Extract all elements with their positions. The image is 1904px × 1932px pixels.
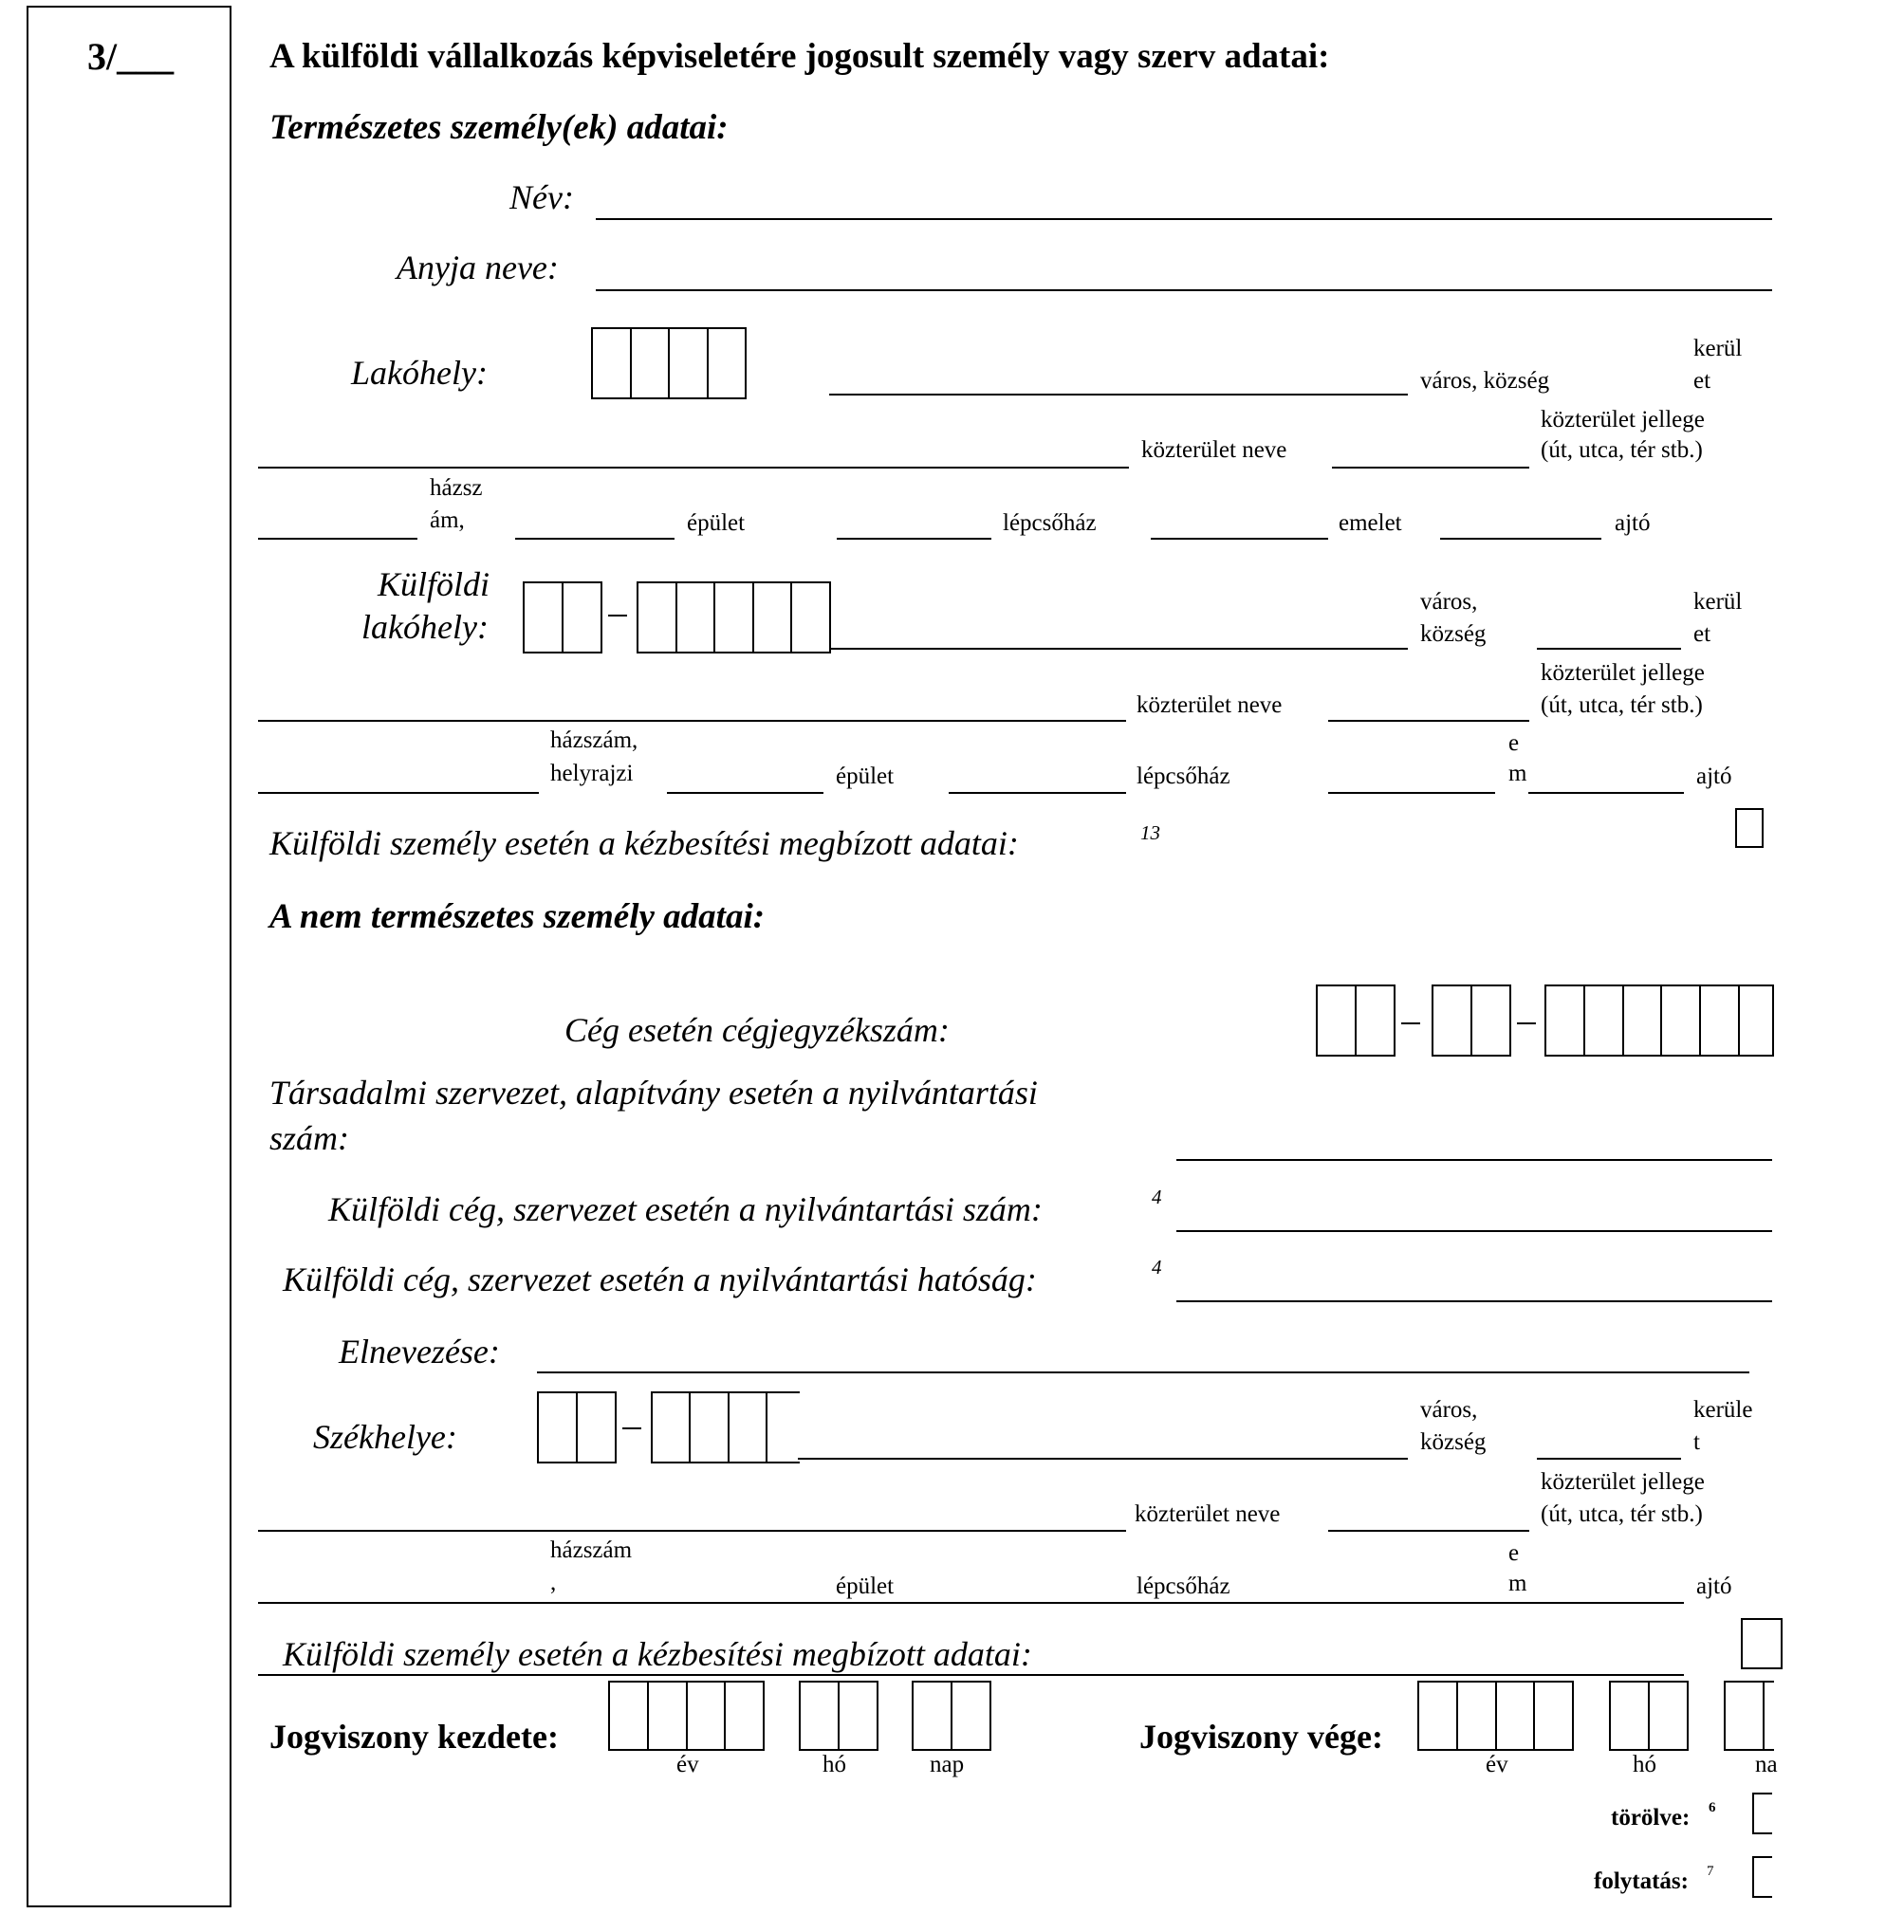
seat-label: Székhelye: — [313, 1418, 457, 1456]
seat-building-label: épület — [836, 1573, 895, 1599]
seat-street-type-label-2: (út, utca, tér stb.) — [1541, 1501, 1703, 1527]
mother-name-label: Anyja neve: — [397, 248, 559, 286]
company-reg-dash-2 — [1517, 1022, 1536, 1024]
legal-name-label: Elnevezése: — [339, 1333, 500, 1371]
company-reg-label: Cég esetén cégjegyzékszám: — [564, 1011, 950, 1049]
seat-code-boxes-b[interactable] — [651, 1391, 800, 1463]
foreign-residence-label-2: lakóhely: — [361, 608, 489, 646]
relation-end-day-label: na — [1755, 1752, 1778, 1777]
residence-door-field[interactable] — [1440, 538, 1601, 540]
natural-delivery-label: Külföldi személy esetén a kézbesítési megbízott adatai: — [269, 824, 1019, 862]
seat-floor-label-1: e — [1508, 1540, 1520, 1566]
foreign-residence-staircase-field[interactable] — [949, 792, 1126, 794]
relation-start-year-label: év — [676, 1752, 699, 1777]
civil-reg-label-2: szám: — [269, 1119, 350, 1157]
seat-city-label-1: város, — [1420, 1397, 1478, 1423]
relation-end-label: Jogviszony vége: — [1139, 1718, 1383, 1756]
residence-label: Lakóhely: — [351, 354, 488, 392]
seat-house-label-2: , — [550, 1570, 557, 1595]
legal-delivery-checkbox[interactable] — [1741, 1618, 1783, 1669]
seat-city-label-2: község — [1420, 1429, 1487, 1455]
relation-start-day-label: nap — [930, 1752, 965, 1777]
seat-door-label: ajtó — [1696, 1573, 1732, 1599]
foreign-residence-floor-label-2: m — [1508, 761, 1527, 786]
seat-street-field[interactable] — [258, 1530, 1126, 1532]
seat-staircase-label: lépcsőház — [1137, 1573, 1230, 1599]
seat-code-boxes-a[interactable] — [537, 1391, 617, 1463]
foreign-residence-building-field[interactable] — [667, 792, 823, 794]
residence-house-label-2: ám, — [430, 507, 465, 533]
foreign-reg-authority-footnote: 4 — [1152, 1256, 1162, 1279]
foreign-residence-district-field[interactable] — [1537, 648, 1681, 650]
residence-floor-label: emelet — [1339, 510, 1402, 536]
residence-street-label: közterület neve — [1141, 437, 1287, 463]
continued-label: folytatás: — [1594, 1868, 1689, 1894]
continued-footnote: 7 — [1707, 1864, 1714, 1879]
page-title: A külföldi vállalkozás képviseletére jogosult személy vagy szerv adatai: — [269, 37, 1330, 76]
residence-street-type-label-2: (út, utca, tér stb.) — [1541, 437, 1703, 463]
residence-floor-field[interactable] — [1151, 538, 1328, 540]
foreign-residence-code-dash — [608, 615, 627, 616]
legal-name-field[interactable] — [537, 1371, 1749, 1373]
name-field[interactable] — [596, 218, 1772, 220]
foreign-residence-label-1: Külföldi — [378, 565, 490, 603]
relation-end-year-boxes[interactable] — [1417, 1681, 1574, 1751]
seat-district-label-2: t — [1693, 1429, 1700, 1455]
continued-checkbox[interactable] — [1752, 1856, 1772, 1898]
residence-street-type-field[interactable] — [1332, 467, 1529, 469]
seat-house-label-1: házszám — [550, 1537, 633, 1563]
company-reg-boxes-c[interactable] — [1544, 984, 1774, 1057]
legal-person-heading: A nem természetes személy adatai: — [269, 897, 766, 936]
foreign-reg-authority-label: Külföldi cég, szervezet esetén a nyilvántartási hatóság: — [283, 1260, 1037, 1298]
natural-delivery-checkbox[interactable] — [1735, 808, 1764, 848]
company-reg-boxes-b[interactable] — [1432, 984, 1511, 1057]
foreign-residence-house-label-2: helyrajzi — [550, 761, 634, 786]
residence-door-label: ajtó — [1615, 510, 1651, 536]
legal-delivery-field[interactable] — [258, 1674, 1684, 1676]
foreign-residence-door-label: ajtó — [1696, 764, 1732, 789]
residence-city-field[interactable] — [829, 394, 1408, 396]
seat-address-field[interactable] — [258, 1602, 1684, 1604]
deleted-checkbox[interactable] — [1752, 1793, 1772, 1834]
foreign-residence-district-label-1: kerül — [1693, 589, 1743, 615]
natural-person-heading: Természetes személy(ek) adatai: — [269, 108, 729, 147]
residence-house-label-1: házsz — [430, 475, 483, 501]
seat-district-label-1: kerüle — [1693, 1397, 1753, 1423]
deleted-label: törölve: — [1611, 1805, 1691, 1831]
foreign-reg-authority-field[interactable] — [1176, 1300, 1772, 1302]
foreign-residence-street-field[interactable] — [258, 720, 1126, 722]
residence-staircase-label: lépcsőház — [1003, 510, 1097, 536]
relation-end-month-boxes[interactable] — [1609, 1681, 1689, 1751]
residence-district-label-2: et — [1693, 368, 1711, 394]
residence-building-label: épület — [687, 510, 746, 536]
civil-reg-label-1: Társadalmi szervezet, alapítvány esetén a nyilvántartási — [269, 1074, 1038, 1112]
residence-building-field[interactable] — [515, 538, 675, 540]
relation-start-label: Jogviszony kezdete: — [269, 1718, 559, 1756]
seat-street-label: közterület neve — [1135, 1501, 1281, 1527]
relation-start-day-boxes[interactable] — [912, 1681, 991, 1751]
seat-street-type-field[interactable] — [1328, 1530, 1529, 1532]
civil-reg-field[interactable] — [1176, 1159, 1772, 1161]
seat-floor-label-2: m — [1508, 1571, 1527, 1596]
foreign-residence-floor-field[interactable] — [1328, 792, 1495, 794]
seat-city-field[interactable] — [798, 1458, 1408, 1460]
name-label: Név: — [509, 178, 574, 216]
relation-end-year-label: év — [1486, 1752, 1508, 1777]
deleted-footnote: 6 — [1709, 1800, 1716, 1815]
foreign-residence-code-boxes-b[interactable] — [637, 581, 831, 653]
residence-staircase-field[interactable] — [837, 538, 991, 540]
residence-street-field[interactable] — [258, 467, 1129, 469]
seat-district-field[interactable] — [1537, 1458, 1681, 1460]
residence-street-type-label-1: közterület jellege — [1541, 407, 1705, 432]
mother-name-field[interactable] — [596, 289, 1772, 291]
seat-code-dash — [622, 1427, 641, 1429]
residence-house-field[interactable] — [258, 538, 417, 540]
foreign-residence-street-type-label-2: (út, utca, tér stb.) — [1541, 692, 1703, 718]
relation-end-day-boxes[interactable] — [1724, 1681, 1774, 1751]
foreign-residence-staircase-label: lépcsőház — [1137, 764, 1230, 789]
foreign-residence-city-field[interactable] — [829, 648, 1408, 650]
foreign-residence-street-type-field[interactable] — [1328, 720, 1529, 722]
foreign-reg-number-label: Külföldi cég, szervezet esetén a nyilvántartási szám: — [328, 1190, 1043, 1228]
foreign-residence-city-label-1: város, — [1420, 589, 1478, 615]
company-reg-boxes-a[interactable] — [1316, 984, 1396, 1057]
relation-start-month-label: hó — [823, 1752, 846, 1777]
foreign-residence-house-field[interactable] — [258, 792, 539, 794]
foreign-residence-street-type-label-1: közterület jellege — [1541, 660, 1705, 686]
relation-start-month-boxes[interactable] — [799, 1681, 878, 1751]
relation-start-year-boxes[interactable] — [608, 1681, 765, 1751]
foreign-residence-district-label-2: et — [1693, 621, 1711, 647]
foreign-residence-floor-label-1: e — [1508, 730, 1520, 756]
foreign-residence-street-label: közterület neve — [1137, 692, 1283, 718]
foreign-reg-number-footnote: 4 — [1152, 1186, 1162, 1208]
section-number-box — [27, 6, 231, 1907]
foreign-residence-city-label-2: község — [1420, 621, 1487, 647]
residence-postcode-boxes[interactable] — [591, 327, 747, 399]
foreign-reg-number-field[interactable] — [1176, 1230, 1772, 1232]
foreign-residence-building-label: épület — [836, 764, 895, 789]
legal-delivery-label: Külföldi személy esetén a kézbesítési megbízott adatai: — [283, 1635, 1032, 1673]
section-number: 3/___ — [87, 35, 175, 78]
residence-city-label: város, község — [1420, 368, 1550, 394]
relation-end-month-label: hó — [1633, 1752, 1656, 1777]
foreign-residence-code-boxes-a[interactable] — [523, 581, 602, 653]
foreign-residence-door-field[interactable] — [1528, 792, 1684, 794]
seat-street-type-label-1: közterület jellege — [1541, 1469, 1705, 1495]
foreign-residence-house-label-1: házszám, — [550, 727, 638, 753]
residence-district-label-1: kerül — [1693, 336, 1743, 361]
natural-delivery-footnote: 13 — [1140, 821, 1160, 844]
company-reg-dash-1 — [1401, 1022, 1420, 1024]
